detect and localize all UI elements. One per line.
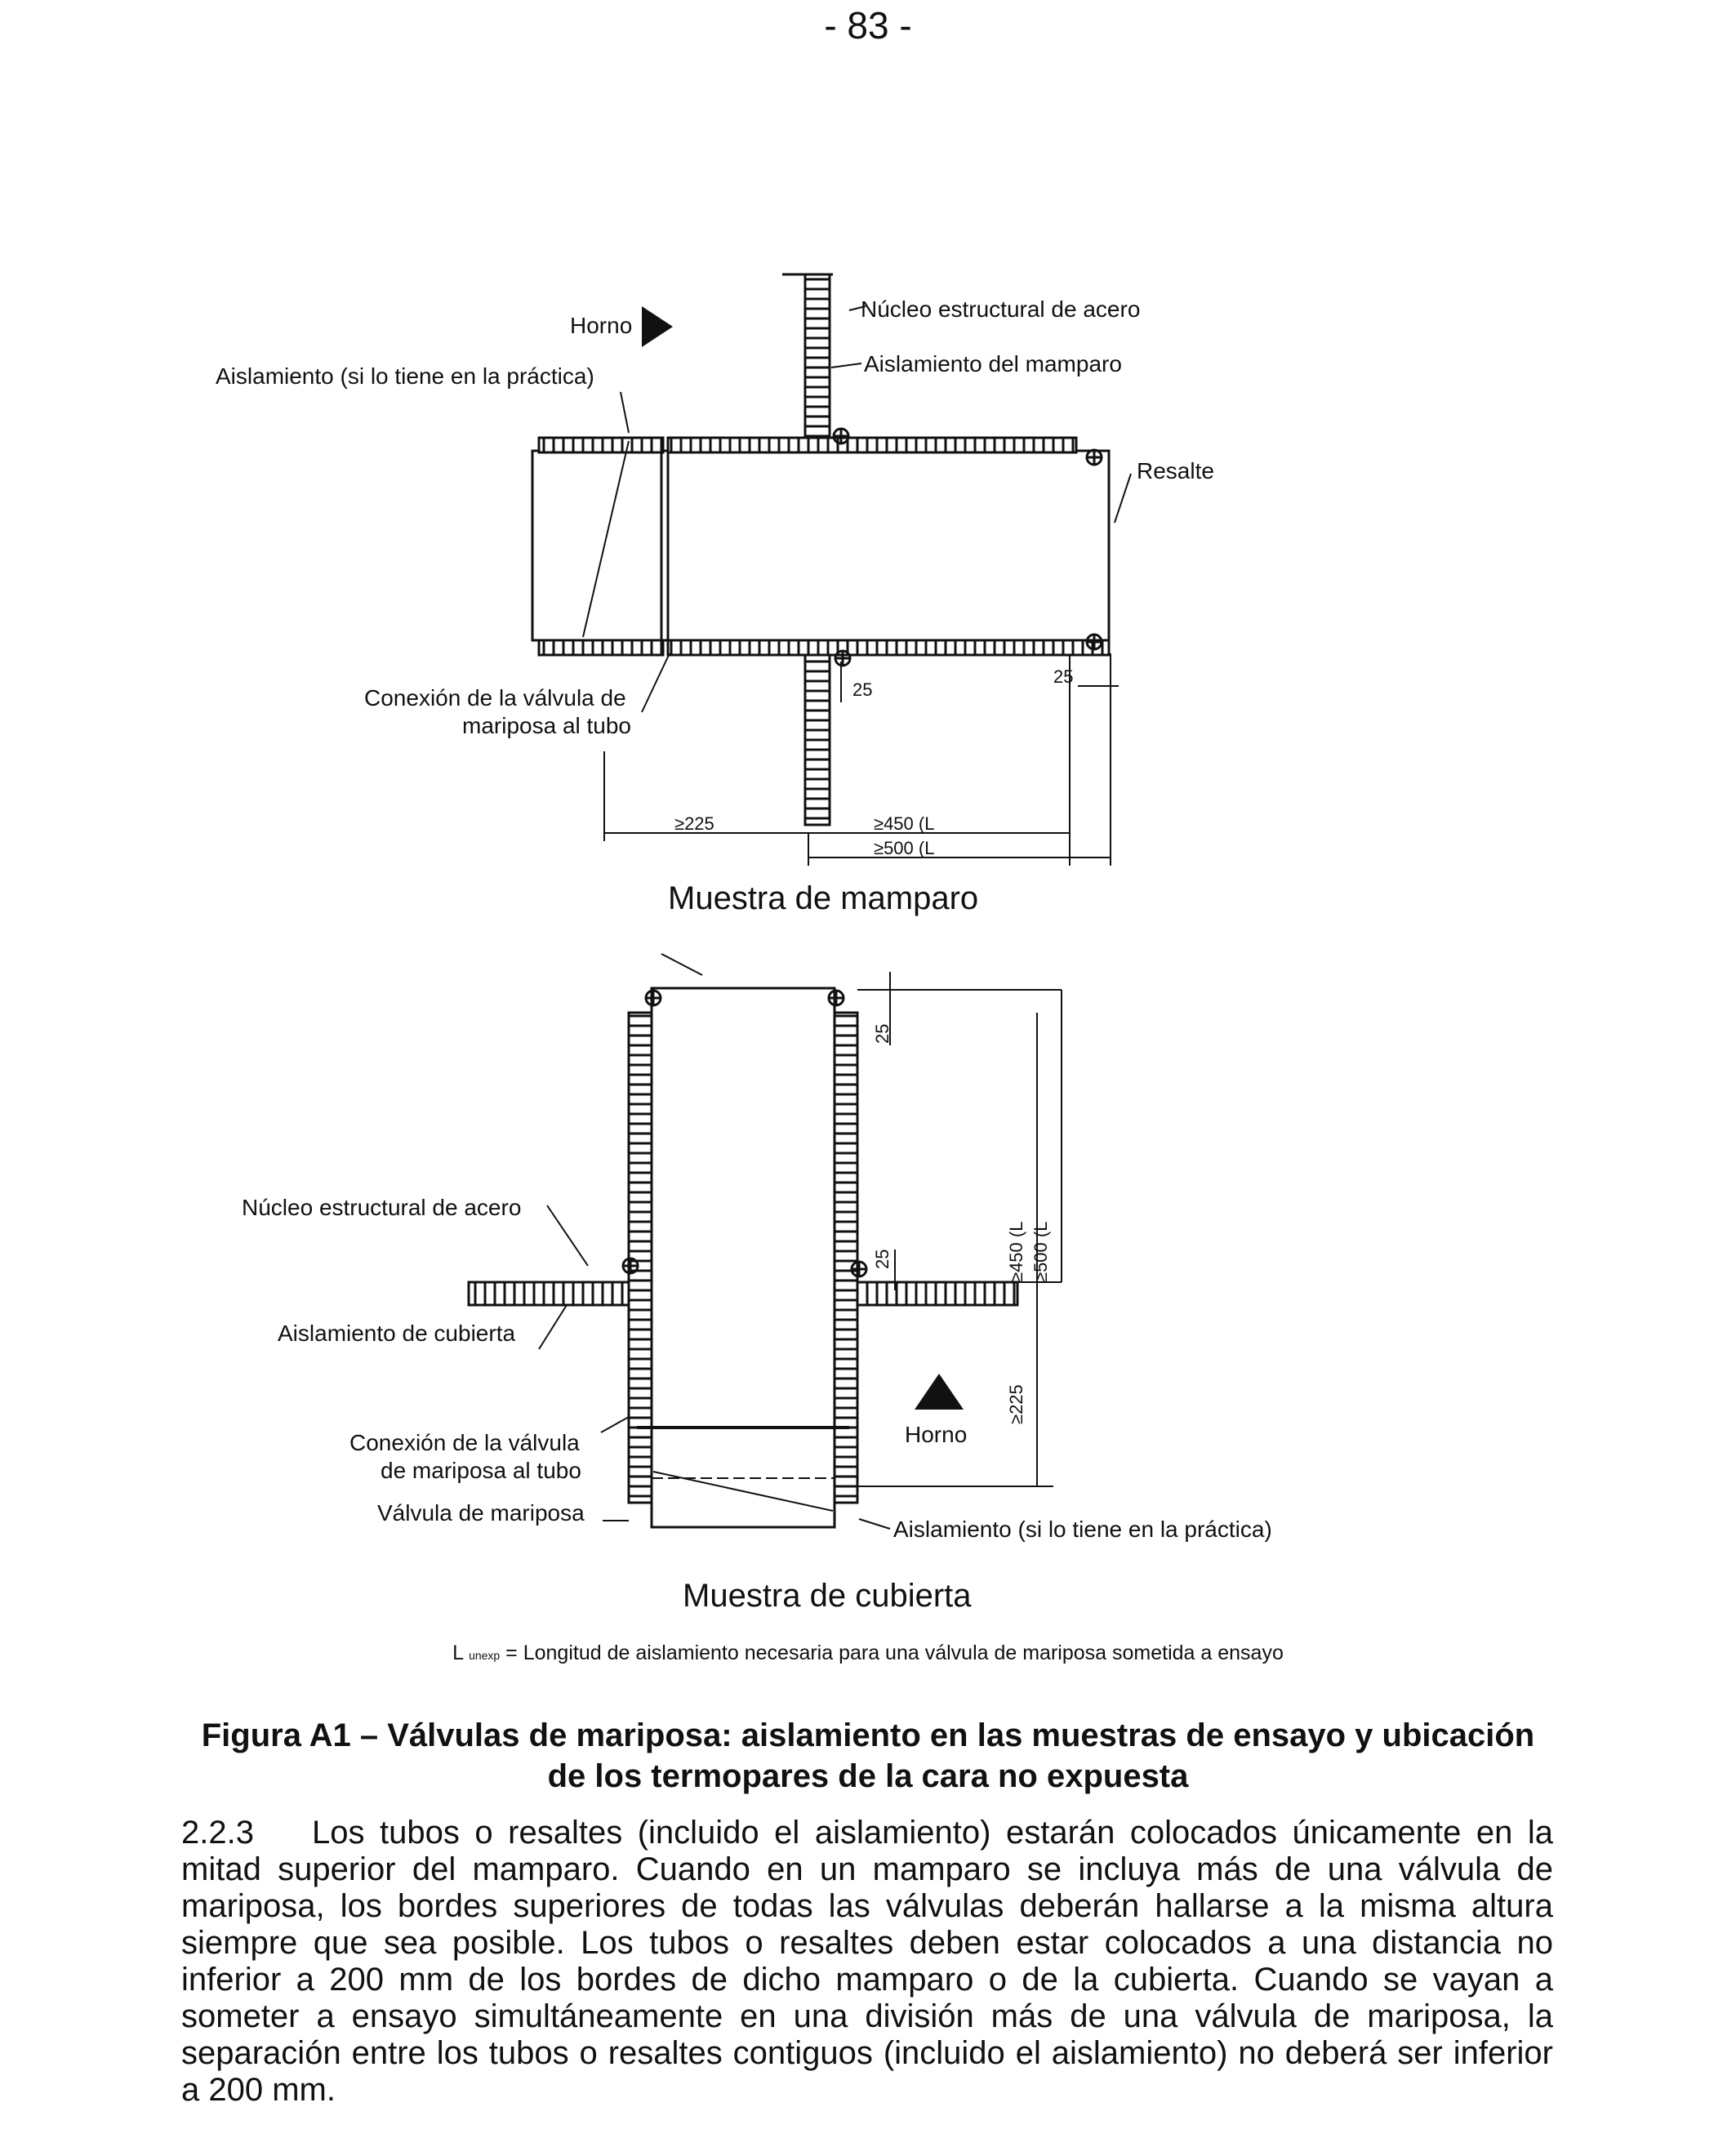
deck-insulation-right [857,1282,1017,1305]
pipe-insulation-top [668,438,1076,452]
dim-225-deck: ≥225 [1006,1384,1026,1424]
label-damper: Válvula de mariposa [377,1500,585,1526]
deck-diagram [0,923,1736,1576]
page-number: - 83 - [824,4,912,47]
thermocouple-markers-deck [623,991,866,1276]
dim-500-deck: ≥500 (L [1030,1221,1051,1282]
label-spigot: Resalte [1137,458,1214,483]
paragraph-text: Los tubos o resaltes (incluido el aislamiento) estarán colocados únicamente en la mitad superior del mamparo. Cuando en un mamparo se incluya más de una válvula de mariposa, los bordes superiores de todas las válvulas deberán hallarse a la misma altura siempre que sea posible. Los tubos o resaltes deben estar colocados a una distancia no inferior a 200 mm de los bordes de dicho mamparo o de la cubierta. Cuando se vayan a someter a ensayo simultáneamente en una división más de una válvula de mariposa, la separación entre los tubos o resaltes contiguos (incluido el aislamiento) no deberá ser inferior a 200 mm. [181,1815,1553,2108]
legend-subscript: unexp [469,1649,501,1662]
dim-450-top: ≥450 (L [874,813,935,834]
label-steel-core-top: Núcleo estructural de acero [861,296,1141,322]
label-bulkhead-insulation: Aislamiento del mamparo [864,351,1122,376]
oven-arrow-up-icon [915,1374,964,1410]
dim-25b-deck: 25 [872,1249,892,1269]
bulkhead-diagram [0,0,1736,923]
damper-insulation-bottom [539,640,663,655]
damper-body [532,451,668,640]
pipe-body-deck [652,988,835,1527]
figure-title-line1: Figura A1 – Válvulas de mariposa: aislamiento en las muestras de ensayo y ubicación [201,1717,1535,1753]
label-connection-line2-top: mariposa al tubo [462,713,632,738]
label-oven-top: Horno [570,313,633,338]
paragraph-number: 2.2.3 [181,1815,254,1851]
caption-deck: Muestra de cubierta [683,1578,972,1614]
damper-insulation-top [539,438,663,452]
legend-symbol: L [452,1642,464,1664]
figure-title-line2: de los termopares de la cara no expuesta [547,1758,1189,1794]
dim-25b-top: 25 [1053,666,1074,687]
oven-arrow-icon [642,306,673,347]
bulkhead-wall-lower [805,645,830,825]
label-steel-core-deck: Núcleo estructural de acero [242,1195,522,1220]
thermocouple-markers [834,429,1102,666]
label-connection-line1-top: Conexión de la válvula de [364,685,626,710]
label-oven-deck: Horno [905,1422,968,1447]
dim-225-top: ≥225 [674,813,714,834]
deck-insulation-left [469,1282,629,1305]
caption-bulkhead: Muestra de mamparo [668,880,979,916]
label-deck-insulation: Aislamiento de cubierta [278,1321,516,1346]
label-insulation-practice-top: Aislamiento (si lo tiene en la práctica) [216,363,594,389]
legend [0,1642,1736,1665]
pipe-body [668,451,1109,640]
label-connection-line1-deck: Conexión de la válvula [349,1430,580,1455]
body-paragraph [181,1815,1553,2109]
dim-25a-deck: 25 [872,1023,892,1044]
pipe-insulation-bottom [668,640,1109,655]
dim-500-top: ≥500 (L [874,838,935,858]
figure-title [147,1715,1589,1797]
label-insulation-practice-deck: Aislamiento (si lo tiene en la práctica) [893,1517,1272,1542]
dim-450-deck: ≥450 (L [1006,1221,1026,1282]
legend-text: = Longitud de aislamiento necesaria para una válvula de mariposa sometida a ensayo [500,1642,1284,1664]
bulkhead-wall-upper [805,274,830,438]
dim-25a-top: 25 [852,679,873,700]
label-connection-line2-deck: de mariposa al tubo [381,1458,581,1483]
